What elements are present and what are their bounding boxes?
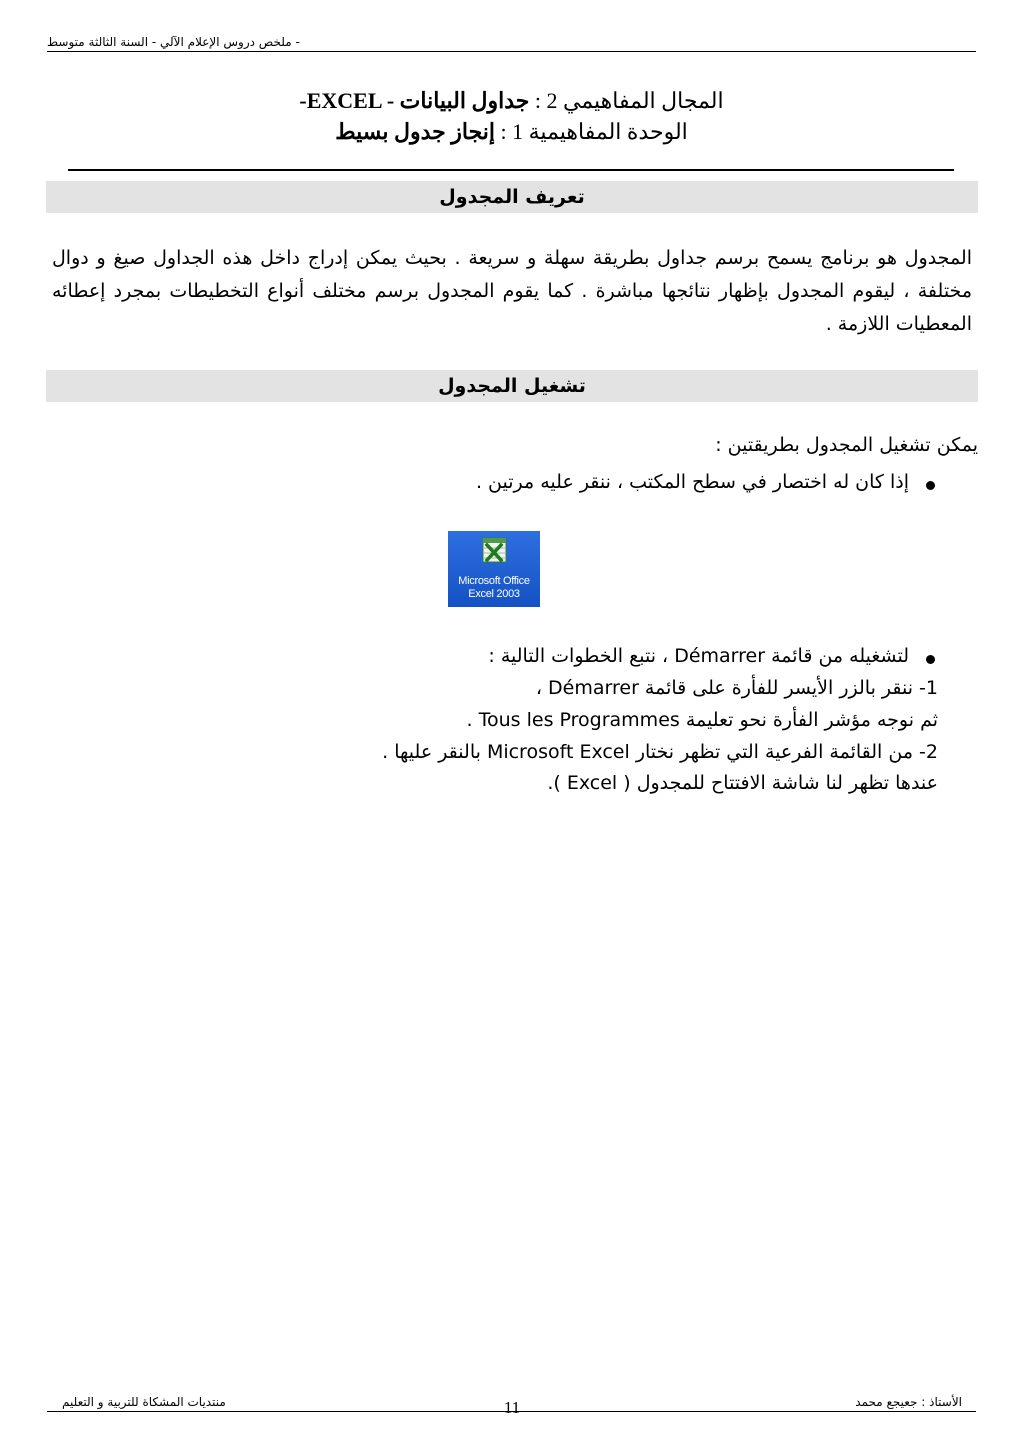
unit-prefix: الوحدة المفاهيمية 1 :	[495, 119, 688, 144]
domain-prefix: المجال المفاهيمي 2 :	[529, 88, 724, 113]
step-1-text: 1- ننقر بالزر الأيسر للفأرة على قائمة Démarrer ،	[535, 677, 938, 699]
footer-source-text: منتديات المشكاة للتربية و التعليم	[62, 1395, 226, 1409]
definition-paragraph	[52, 242, 972, 341]
excel-shortcut-icon[interactable]	[448, 531, 540, 607]
step-3-text: عندها تظهر لنا شاشة الافتتاح للمجدول ( Excel ).	[547, 772, 938, 794]
domain-name-en: -EXCEL -	[299, 88, 395, 113]
domain-title	[47, 86, 976, 116]
definition-paragraph-text: المجدول هو برنامج يسمح برسم جداول بطريقة سهلة و سريعة . بحيث يمكن إدراج داخل هذه الجداول صيغ و دوال مختلفة ، ليقوم المجدول بإظهار نتائجها مباشرة . كما يقوم المجدول برسم مختلف أنواع التخطيطات بمجرد إعطائه المعطيات اللازمة .	[52, 247, 972, 335]
running-header	[47, 34, 976, 50]
footer-rule	[47, 1411, 976, 1412]
page-number: 11	[503, 1398, 521, 1417]
excel-shortcut-label-2: Excel 2003	[468, 588, 520, 600]
footer-source	[62, 1394, 226, 1410]
step-1	[536, 673, 938, 703]
bullet-item-shortcut	[476, 467, 909, 497]
launch-intro	[715, 430, 978, 460]
section-heading-definition-text: تعريف المجدول	[439, 186, 585, 208]
running-header-text: - ملخص دروس الإعلام الآلي - السنة الثالثة متوسط	[47, 35, 300, 49]
domain-name-ar: جداول البيانات	[399, 88, 530, 113]
section-heading-launch	[46, 370, 978, 402]
bullet-item-start-menu-text: لتشغيله من قائمة Démarrer ، نتبع الخطوات التالية :	[488, 645, 909, 667]
step-1-continued	[467, 705, 938, 735]
step-1-continued-text: ثم نوجه مؤشر الفأرة نحو تعليمة Tous les Programmes .	[466, 709, 938, 731]
bullet-icon	[926, 655, 935, 664]
title-rule	[68, 169, 954, 171]
unit-name: إنجاز جدول بسيط	[335, 119, 496, 144]
step-2	[382, 737, 938, 767]
section-heading-definition	[46, 181, 978, 213]
bullet-icon	[926, 481, 935, 490]
bullet-item-shortcut-text: إذا كان له اختصار في سطح المكتب ، ننقر عليه مرتين .	[475, 471, 909, 493]
step-2-text: 2- من القائمة الفرعية التي تظهر نختار Microsoft Excel بالنقر عليها .	[382, 741, 938, 763]
step-3	[547, 768, 938, 798]
unit-title	[47, 117, 976, 147]
header-rule	[47, 51, 976, 52]
footer-author-text: الأستاذ : جعيجع محمد	[855, 1395, 962, 1409]
footer-author	[855, 1394, 962, 1410]
excel-shortcut-label-1: Microsoft Office	[458, 575, 530, 587]
section-heading-launch-text: تشغيل المجدول	[438, 375, 586, 397]
excel-icon	[480, 536, 508, 564]
bullet-item-start-menu	[488, 641, 909, 671]
launch-intro-text: يمكن تشغيل المجدول بطريقتين :	[715, 434, 978, 456]
